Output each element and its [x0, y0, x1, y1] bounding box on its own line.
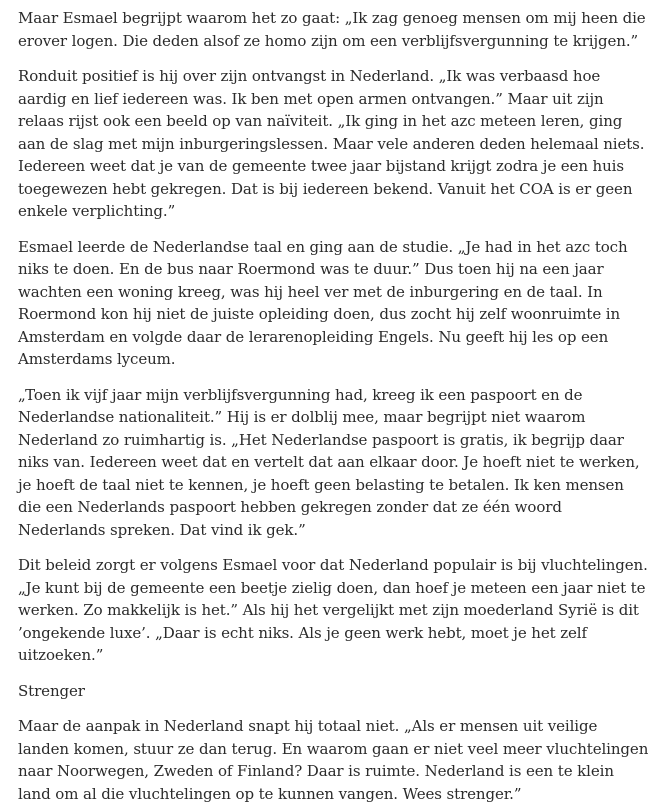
article-paragraph: Ronduit positief is hij over zijn ontvangst in Nederland. „Ik was verbaasd hoe aardig en lief iedereen was. Ik ben met open armen ontvangen.” Maar uit zijn relaas rijst ook een beeld op van naïviteit. „Ik ging in het azc meteen leren, ging aan de slag met mijn inburgeringslessen. Maar vele anderen deden helemaal niets. Iedereen weet dat je van de gemeente twee jaar bijstand krijgt zodra je een huis toegewezen hebt gekregen. Dat is bij iedereen bekend. Vanuit het COA is er geen enkele verplichting.”: [18, 67, 645, 220]
article-paragraph: Maar de aanpak in Nederland snapt hij totaal niet. „Als er mensen uit veilige landen komen, stuur ze dan terug. En waarom gaan er niet veel meer vluchtelingen naar Noorwegen, Zweden of Finland? Daar is ruimte. Nederland is een te klein land om al die vluchtelingen op te kunnen vangen. Wees strenger.”: [18, 717, 649, 803]
article-paragraph: Dit beleid zorgt er volgens Esmael voor dat Nederland populair is bij vluchtelingen. „Je kunt bij de gemeente een beetje zielig doen, dan hoef je meteen een jaar niet te werken. Zo makkelijk is het.” Als hij het vergelijkt met zijn moederland Syrië is dit ’ongekende luxe’. „Daar is echt niks. Als je geen werk hebt, moet je het zelf uitzoeken.”: [18, 556, 648, 664]
article-paragraph: Esmael leerde de Nederlandse taal en ging aan de studie. „Je had in het azc toch niks te doen. En de bus naar Roermond was te duur.” Dus toen hij na een jaar wachten een woning kreeg, was hij heel ver met de inburgering en de taal. In Roermond kon hij niet de juiste opleiding doen, dus zocht hij zelf woonruimte in Amsterdam en volgde daar de lerarenopleiding Engels. Nu geeft hij les op een Amsterdams lyceum.: [18, 237, 628, 368]
article-paragraph: „Toen ik vijf jaar mijn verblijfsvergunning had, kreeg ik een paspoort en de Nederlandse nationaliteit.” Hij is er dolblij mee, maar begrijpt niet waarom Nederland zo ruimhartig is. „Het Nederlandse paspoort is gratis, ik begrijp daar niks van. Iedereen weet dat en vertelt dat aan elkaar door. Je hoeft niet te werken, je hoeft de taal niet te kennen, je hoeft geen belasting te betalen. Ik ken mensen die een Nederlands paspoort hebben gekregen zonder dat ze één woord Nederlands spreken. Dat vind ik gek.”: [18, 385, 640, 539]
section-subheading: Strenger: [18, 681, 85, 700]
article-paragraph: Maar Esmael begrijpt waarom het zo gaat: „Ik zag genoeg mensen om mij heen die erover logen. Die deden alsof ze homo zijn om een verblijfsvergunning te krijgen.”: [18, 9, 646, 50]
